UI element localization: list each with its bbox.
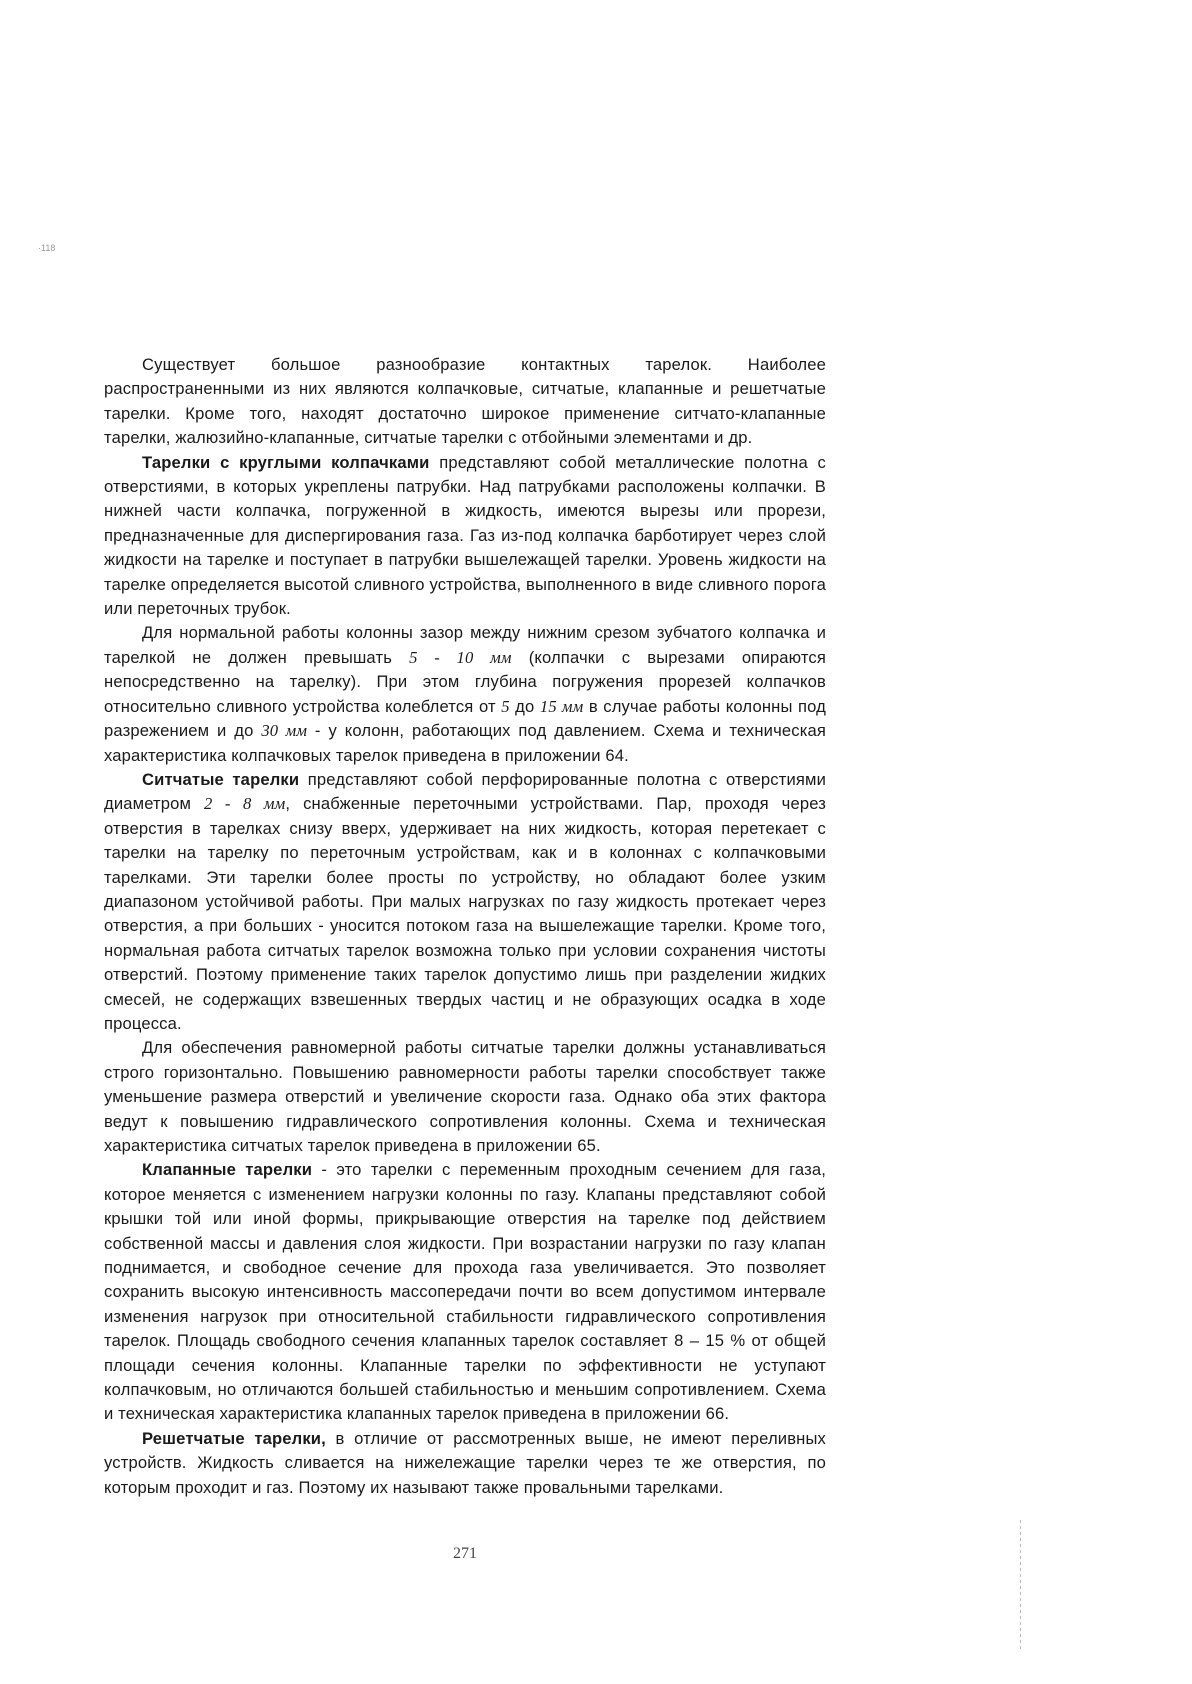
paragraph-lead: Тарелки с круглыми колпачками [142,452,430,472]
paragraph [104,621,826,767]
paragraph-lead: Ситчатые тарелки [142,769,300,789]
paragraph-lead: Клапанные тарелки [142,1160,313,1180]
body-text [104,353,826,1500]
paragraph-body: представляют собой металлические полотна с отверстиями, в которых укреплены патрубки. Над патрубками расположены колпачки. В нижней части колпачка, погруженной в жидкость, имеются вырезы или прорези, предназначенные для диспергирования газа. Газ из-под колпачка барботирует через слой жидкости на тарелке и поступает в патрубки вышележащей тарелки. Уровень жидкости на тарелке определяется высотой сливного устройства, выполненного в виде сливного порога или переточных трубок. [104,452,826,619]
scan-edge-mark [1020,1520,1021,1650]
paragraph [104,353,826,451]
paragraph-lead: Решетчатые тарелки, [142,1428,326,1448]
margin-mark: ·118 [38,243,56,253]
paragraph-body: представляют собой перфорированные полотна с отверстиями диаметром 2 - 8 мм, снабженные переточными устройствами. Пар, проходя через отверстия в тарелках снизу вверх, удерживает на них жидкость, которая перетекает с тарелки на тарелку по переточным устройствам, как и в колоннах с колпачковыми тарелками. Эти тарелки более просты по устройству, но обладают более узким диапазоном устойчивой работы. При малых нагрузках по газу жидкость протекает через отверстия, а при больших - уносится потоком газа на вышележащие тарелки. Кроме того, нормальная работа ситчатых тарелок возможна только при условии сохранения чистоты отверстий. Поэтому применение таких тарелок допустимо лишь при разделении жидких смесей, не содержащих взвешенных твердых частиц и не образующих осадка в ходе процесса. [104,769,827,1033]
page-number: 271 [453,1545,477,1562]
paragraph [104,1158,826,1426]
paragraph [104,1427,826,1500]
paragraph-body: в отличие от рассмотренных выше, не имеют переливных устройств. Жидкость сливается на нижележащие тарелки через те же отверстия, по которым проходит и газ. Поэтому их называют также провальными тарелками. [104,1428,827,1497]
paragraph [104,768,826,1036]
paragraph-body: Для обеспечения равномерной работы ситчатые тарелки должны устанавливаться строго горизонтально. Повышению равномерности работы тарелки способствует также уменьшение размера отверстий и увеличение скорости газа. Однако оба этих фактора ведут к повышению гидравлического сопротивления колонны. Схема и техническая характеристика ситчатых тарелок приведена в приложении 65. [104,1038,826,1155]
paragraph [104,451,826,622]
paragraph-body: Для нормальной работы колонны зазор между нижним срезом зубчатого колпачка и тарелкой не должен превышать 5 - 10 мм (колпачки с вырезами опираются непосредственно на тарелку). При этом глубина погружения прорезей колпачков относительно сливного устройства колеблется от 5 до 15 мм в случае работы колонны под разрежением и до 30 мм - у колонн, работающих под давлением. Схема и техническая характеристика колпачковых тарелок приведена в приложении 64. [104,623,827,765]
paragraph-body: - это тарелки с переменным проходным сечением для газа, которое меняется с изменением нагрузки колонны по газу. Клапаны представляют собой крышки той или иной формы, прикрывающие отверстия на тарелке под действием собственной массы и давления слоя жидкости. При возрастании нагрузки по газу клапан поднимается, и свободное сечение для прохода газа увеличивается. Это позволяет сохранить высокую интенсивность массопередачи почти во всем допустимом интервале изменения нагрузок при относительной стабильности гидравлического сопротивления тарелок. Площадь свободного сечения клапанных тарелок составляет 8 – 15 % от общей площади сечения колонны. Клапанные тарелки по эффективности не уступают колпачковым, но отличаются большей стабильностью и меньшим сопротивлением. Схема и техническая характеристика клапанных тарелок приведена в приложении 66. [104,1160,826,1424]
paragraph [104,1036,826,1158]
paragraph-body: Существует большое разнообразие контактных тарелок. Наиболее распространенными из них являются колпачковые, ситчатые, клапанные и решетчатые тарелки. Кроме того, находят достаточно широкое применение ситчато-клапанные тарелки, жалюзийно-клапанные, ситчатые тарелки с отбойными элементами и др. [104,355,826,448]
